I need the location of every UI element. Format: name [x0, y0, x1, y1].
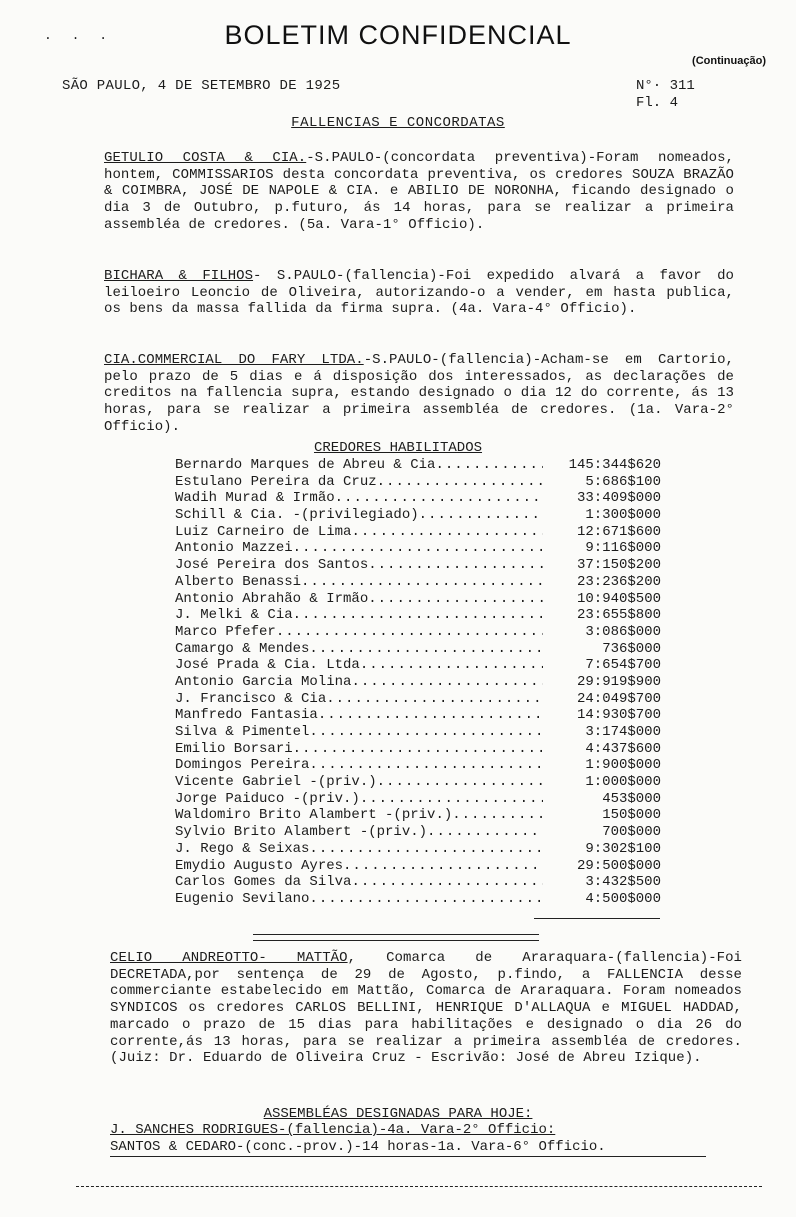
creditor-name: Alberto Benassi — [175, 573, 302, 590]
entry-lead: GETULIO COSTA & CIA. — [104, 150, 307, 166]
creditor-amount: 736$000 — [602, 640, 661, 657]
separator-rule — [110, 1156, 706, 1157]
creditor-name: Camargo & Mendes — [175, 640, 310, 657]
entry-getulio-costa — [104, 150, 734, 234]
creditor-name: Antonio Garcia Molina — [175, 673, 352, 690]
assembly-line: J. SANCHES RODRIGUES-(fallencia)-4a. Vara-2° Officio: — [110, 1122, 556, 1138]
creditor-row — [175, 540, 661, 557]
leader-dots — [301, 574, 543, 591]
creditor-amount: 150$000 — [602, 807, 661, 824]
creditor-row — [175, 457, 661, 474]
leader-dots — [309, 891, 543, 908]
creditor-amount: 4:437$600 — [585, 740, 661, 757]
dateline: SÃO PAULO, 4 DE SETEMBRO DE 1925 — [62, 78, 341, 94]
entry-text: -S.PAULO-(fallencia)-Acham-se em Cartorio, pelo prazo de 5 dias e á disposição dos interessados, as declarações de creditos na fallencia supra, estando designado o dia 12 do corrente, ás 13 horas, para se realizar a primeira assembléa de credores. (1a. Vara-2° Officio). — [104, 352, 735, 435]
creditors-list — [175, 457, 661, 908]
creditor-row — [175, 641, 661, 658]
creditor-name: Emydio Augusto Ayres — [175, 857, 344, 874]
leader-dots — [335, 490, 543, 507]
leader-dots — [435, 457, 543, 474]
leader-dots — [377, 474, 543, 491]
creditor-amount: 4:500$000 — [585, 890, 661, 907]
creditor-name: Silva & Pimentel — [175, 724, 310, 740]
separator-rule — [76, 1186, 762, 1187]
separator-rule — [253, 934, 539, 935]
creditor-row — [175, 874, 661, 891]
creditor-amount: 453$000 — [602, 790, 661, 807]
creditor-row — [175, 524, 661, 541]
creditor-row — [175, 757, 661, 774]
creditor-row — [175, 657, 661, 674]
creditor-name: Antonio Abrahão & Irmão — [175, 590, 369, 607]
creditor-row — [175, 557, 661, 574]
leader-dots — [309, 841, 543, 858]
creditor-row — [175, 858, 661, 875]
leader-dots — [309, 757, 543, 774]
creditor-amount: 1:300$000 — [585, 507, 661, 524]
creditor-row — [175, 490, 661, 507]
leader-dots — [309, 724, 543, 741]
leader-dots — [368, 591, 543, 608]
creditor-amount: 9:116$000 — [585, 540, 661, 557]
creditor-amount: 145:344$620 — [568, 457, 661, 473]
creditor-name: Bernardo Marques de Abreu & Cia — [175, 457, 436, 473]
creditor-name: J. Melki & Cia — [175, 607, 293, 624]
leader-dots — [318, 707, 543, 724]
bulletin-title: BOLETIM CONFIDENCIAL — [224, 20, 572, 50]
creditor-name: J. Francisco & Cia — [175, 690, 327, 707]
entry-text: , Comarca de Araraquara-(fallencia)-Foi DECRETADA,por sentença de 29 de Agosto, p.findo, a FALLENCIA desse commerciante estabelecido em Mattão, Comarca de Araraquara. Foram nomeados SYNDICOS os credores CARLOS BELLINI, HENRIQUE D'ALLAQUA e MIGUEL HADDAD, marcado o prazo de 15 dias para habilitações e designado o dia 26 do corrente,ás 13 horas, para se realizar a primeira assembléa de credores. (Juiz: Dr. Eduardo de Oliveira Cruz - Escrivão: José de Abreu Izique). — [110, 950, 742, 1067]
creditor-row — [175, 707, 661, 724]
leader-dots — [293, 741, 543, 758]
creditor-name: Carlos Gomes da Silva — [175, 874, 352, 891]
total-rule — [534, 918, 660, 919]
creditor-amount: 1:900$000 — [585, 757, 661, 774]
creditor-amount: 12:671$600 — [576, 523, 661, 540]
creditor-name: Luiz Carneiro de Lima — [175, 523, 352, 540]
creditor-name: Sylvio Brito Alambert -(priv.) — [175, 824, 428, 841]
leader-dots — [351, 674, 543, 691]
creditor-name: J. Rego & Seixas — [175, 840, 310, 857]
creditors-title: CREDORES HABILITADOS — [313, 440, 483, 456]
creditor-name: Manfredo Fantasia — [175, 707, 318, 724]
entry-cia-commercial-fary — [104, 352, 734, 436]
leader-dots — [309, 641, 543, 658]
entry-lead: CELIO ANDREOTTO- MATTÃO — [110, 950, 348, 966]
issue-number: N°· 311 — [636, 78, 695, 94]
leader-dots — [427, 824, 543, 841]
creditor-name: Jorge Paiduco -(priv.) — [175, 790, 360, 807]
creditor-amount: 33:409$000 — [576, 490, 661, 507]
creditor-name: Wadih Murad & Irmão — [175, 490, 335, 507]
entry-lead: CIA.COMMERCIAL DO FARY LTDA. — [104, 352, 364, 368]
creditor-name: Estulano Pereira da Cruz — [175, 473, 377, 490]
section-title: FALLENCIAS E CONCORDATAS — [291, 115, 505, 131]
creditor-row — [175, 841, 661, 858]
assemblies-title: ASSEMBLÉAS DESIGNADAS PARA HOJE: — [263, 1106, 533, 1122]
creditor-name: Emilio Borsari — [175, 740, 293, 757]
creditor-amount: 7:654$700 — [585, 657, 661, 674]
creditor-name: José Pereira dos Santos — [175, 557, 369, 574]
sheet-number: Fl. 4 — [636, 95, 679, 111]
leader-dots — [452, 807, 543, 824]
leader-dots — [360, 657, 543, 674]
entry-celio-andreotto — [110, 950, 742, 1067]
creditor-row — [175, 674, 661, 691]
creditor-amount: 1:000$000 — [585, 774, 661, 791]
creditor-name: Schill & Cia. -(privilegiado) — [175, 507, 419, 524]
creditor-amount: 5:686$100 — [585, 473, 661, 490]
creditor-amount: 9:302$100 — [585, 840, 661, 857]
creditor-amount: 23:236$200 — [576, 573, 661, 590]
creditor-row — [175, 807, 661, 824]
leader-dots — [351, 874, 543, 891]
creditor-name: Vicente Gabriel -(priv.) — [175, 774, 377, 791]
creditor-row — [175, 507, 661, 524]
creditor-row — [175, 791, 661, 808]
creditor-row — [175, 624, 661, 641]
creditor-row — [175, 591, 661, 608]
creditor-row — [175, 824, 661, 841]
creditor-amount: 29:919$900 — [576, 673, 661, 690]
creditor-row — [175, 724, 661, 741]
creditor-row — [175, 741, 661, 758]
creditor-row — [175, 574, 661, 591]
creditor-name: Marco Pfefer — [175, 623, 276, 640]
creditor-amount: 3:174$000 — [585, 724, 661, 740]
leader-dots — [368, 557, 543, 574]
creditor-amount: 700$000 — [602, 824, 661, 841]
entry-lead: BICHARA & FILHOS — [104, 268, 254, 284]
creditor-amount: 14:930$700 — [576, 707, 661, 724]
leader-dots — [419, 507, 543, 524]
creditor-name: Domingos Pereira — [175, 757, 310, 774]
creditor-row — [175, 691, 661, 708]
creditor-row — [175, 774, 661, 791]
creditor-amount: 3:086$000 — [585, 623, 661, 640]
creditor-amount: 3:432$500 — [585, 874, 661, 891]
creditor-name: Waldomiro Brito Alambert -(priv.) — [175, 807, 453, 824]
creditor-row — [175, 474, 661, 491]
entry-text: - S.PAULO-(fallencia)-Foi expedido alvará a favor do leiloeiro Leoncio de Oliveira, autorizando-o a vender, em hasta publica, os bens da massa fallida da firma supra. (4a. Vara-4° Officio). — [104, 268, 734, 318]
leader-dots — [360, 791, 543, 808]
creditor-amount: 29:500$000 — [576, 857, 661, 874]
separator-rule — [253, 940, 539, 941]
creditor-amount: 10:940$500 — [576, 590, 661, 607]
margin-marks: . . . — [44, 28, 114, 43]
creditor-amount: 23:655$800 — [576, 607, 661, 624]
creditor-name: Antonio Mazzei — [175, 540, 293, 557]
creditor-amount: 24:049$700 — [576, 690, 661, 707]
leader-dots — [326, 691, 543, 708]
entry-text: -S.PAULO-(concordata preventiva)-Foram nomeados, hontem, COMMISSARIOS desta concordata preventiva, os credores SOUZA BRAZÃO & COIMBRA, JOSÉ DE NAPOLE & CIA. e ABILIO DE NORONHA, ficando designado o dia 3 de Outubro, p.futuro, ás 14 horas, para se realizar a primeira assembléa de credores. (5a. Vara-1° Officio). — [104, 150, 735, 233]
leader-dots — [377, 774, 543, 791]
leader-dots — [293, 540, 543, 557]
creditor-amount: 37:150$200 — [576, 557, 661, 574]
creditor-name: José Prada & Cia. Ltda — [175, 657, 360, 674]
leader-dots — [351, 524, 543, 541]
leader-dots — [276, 624, 543, 641]
continuation-label: (Continuação) — [692, 55, 766, 67]
leader-dots — [343, 858, 543, 875]
creditor-row — [175, 891, 661, 908]
creditor-name: Eugenio Sevilano — [175, 890, 310, 907]
entry-bichara-filhos — [104, 268, 734, 318]
leader-dots — [293, 607, 543, 624]
assembly-line: SANTOS & CEDARO-(conc.-prov.)-14 horas-1a. Vara-6° Officio. — [110, 1139, 606, 1155]
creditor-row — [175, 607, 661, 624]
